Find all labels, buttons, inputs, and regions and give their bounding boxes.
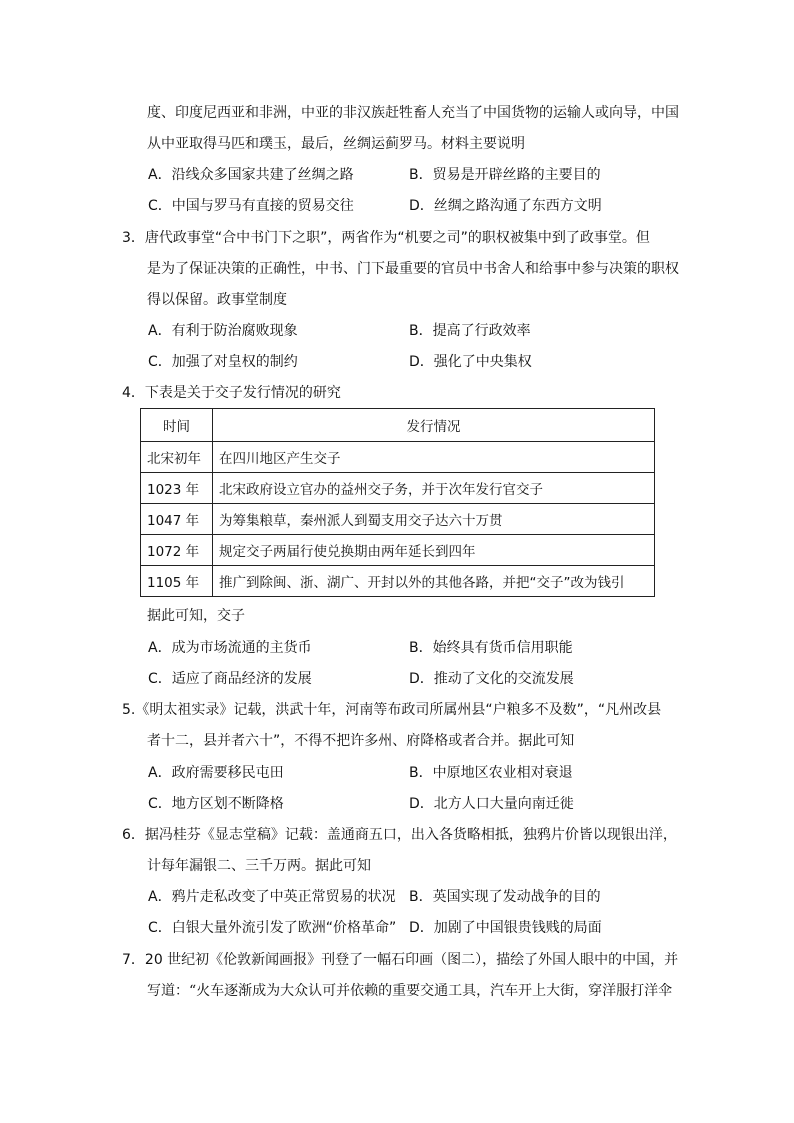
- table-cell-issuance: 在四川地区产生交子: [213, 442, 655, 473]
- q3-line-2: 是为了保证决策的正确性，中书、门下最重要的官员中书舍人和给事中参与决策的职权: [147, 261, 679, 277]
- q3-line-1: 3．唐代政事堂“合中书门下之职”，两省作为“机要之司”的职权被集中到了政事堂。但: [122, 230, 650, 246]
- table-header-issuance: 发行情况: [213, 409, 655, 442]
- q6-option-d: D．加剧了中国银贵钱贱的局面: [409, 920, 602, 936]
- q2-option-b: B．贸易是开辟丝路的主要目的: [409, 167, 601, 183]
- table-row: [141, 535, 655, 566]
- q3-option-a: A．有利于防治腐败现象: [148, 323, 298, 339]
- table-cell-time: 1023 年: [141, 473, 213, 504]
- table-cell-time: 北宋初年: [141, 442, 213, 473]
- q6-line-2: 计每年漏银二、三千万两。据此可知: [147, 858, 371, 874]
- q6-option-b: B．英国实现了发动战争的目的: [409, 889, 601, 905]
- q3-option-c: C．加强了对皇权的制约: [148, 354, 298, 370]
- q6-option-c: C．白银大量外流引发了欧洲“价格革命”: [148, 920, 397, 936]
- q5-option-c: C．地方区划不断降格: [148, 796, 284, 812]
- table-row: [141, 442, 655, 473]
- q2-option-d: D．丝绸之路沟通了东西方文明: [409, 198, 602, 214]
- table-cell-time: 1047 年: [141, 504, 213, 535]
- table-row: [141, 504, 655, 535]
- q2-line-1: 度、印度尼西亚和非洲，中亚的非汉族赶牲畜人充当了中国货物的运输人或向导，中国: [147, 105, 679, 121]
- q2-option-c: C．中国与罗马有直接的贸易交往: [148, 198, 354, 214]
- table-header-row: [141, 409, 655, 442]
- table-cell-issuance: 北宋政府设立官办的益州交子务，并于次年发行官交子: [213, 473, 655, 504]
- table-header-time: 时间: [141, 409, 213, 442]
- q6-line-1: 6．据冯桂芬《显志堂稿》记载：盖通商五口，出入各货略相抵，独鸦片价皆以现银出洋，: [122, 827, 677, 843]
- q3-option-b: B．提高了行政效率: [409, 323, 531, 339]
- jiaozi-table: [140, 408, 655, 597]
- q4-option-d: D．推动了文化的交流发展: [409, 671, 574, 687]
- table-cell-issuance: 规定交子两届行使兑换期由两年延长到四年: [213, 535, 655, 566]
- q5-option-d: D．北方人口大量向南迁徙: [409, 796, 574, 812]
- q4-conclusion: 据此可知，交子: [147, 608, 245, 624]
- q7-line-1: 7．20 世纪初《伦敦新闻画报》刊登了一幅石印画（图二），描绘了外国人眼中的中国，并: [122, 952, 679, 968]
- table-row: [141, 473, 655, 504]
- table-cell-issuance: 推广到除闽、浙、湖广、开封以外的其他各路，并把“交子”改为钱引: [213, 566, 655, 597]
- q3-option-d: D．强化了中央集权: [409, 354, 532, 370]
- q5-option-a: A．政府需要移民屯田: [148, 765, 284, 781]
- table-row: [141, 566, 655, 597]
- q4-option-c: C．适应了商品经济的发展: [148, 671, 312, 687]
- q6-option-a: A．鸦片走私改变了中英正常贸易的状况: [148, 889, 396, 905]
- q3-line-3: 得以保留。政事堂制度: [147, 292, 287, 308]
- q2-line-2: 从中亚取得马匹和璞玉，最后，丝绸运蓟罗马。材料主要说明: [147, 136, 525, 152]
- q2-option-a: A．沿线众多国家共建了丝绸之路: [148, 167, 354, 183]
- q5-option-b: B．中原地区农业相对衰退: [409, 765, 573, 781]
- q7-line-2: 写道：“火车逐渐成为大众认可并依赖的重要交通工具，汽车开上大街，穿洋服打洋伞: [147, 983, 673, 999]
- table-cell-time: 1072 年: [141, 535, 213, 566]
- q5-line-2: 者十二，县并者六十”，不得不把许多州、府降格或者合并。据此可知: [147, 733, 575, 749]
- q5-line-1: 5.《明太祖实录》记载，洪武十年，河南等布政司所属州县“户粮多不及数”，“凡州改县: [122, 702, 662, 718]
- table-cell-issuance: 为筹集粮草，秦州派人到蜀支用交子达六十万贯: [213, 504, 655, 535]
- q4-option-a: A．成为市场流通的主货币: [148, 640, 312, 656]
- q4-option-b: B．始终具有货币信用职能: [409, 640, 573, 656]
- table-cell-time: 1105 年: [141, 566, 213, 597]
- q4-stem: 4．下表是关于交子发行情况的研究: [122, 385, 341, 401]
